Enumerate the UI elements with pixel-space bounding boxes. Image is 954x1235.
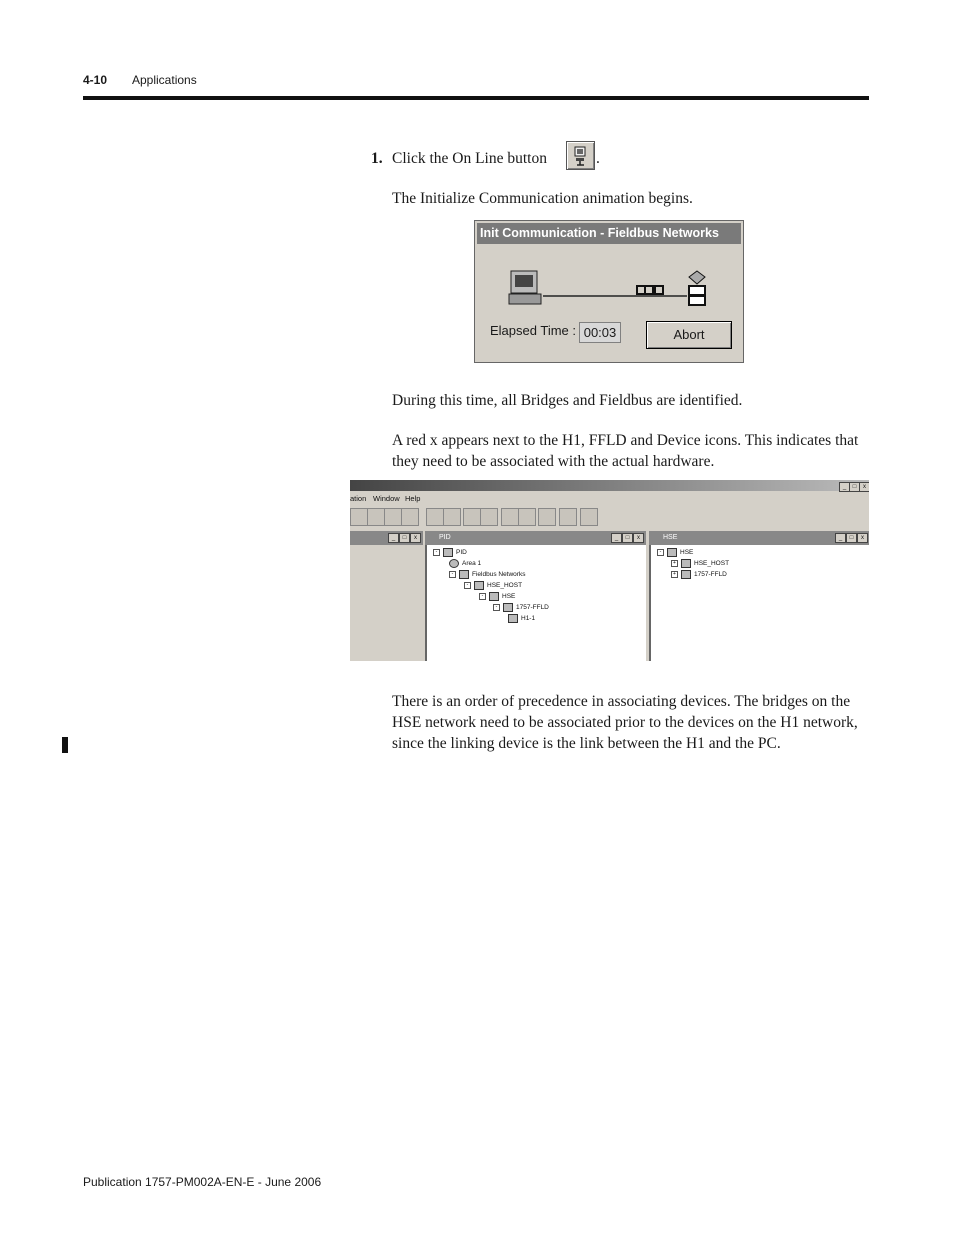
application-screenshot <box>350 480 869 661</box>
fieldbus-device-icon <box>689 271 705 305</box>
paragraph-2: During this time, all Bridges and Fieldbus are identified. <box>392 392 743 409</box>
footer-publication: Publication 1757-PM002A-EN-E - June 2006 <box>83 1175 322 1189</box>
init-communication-dialog <box>474 220 744 363</box>
packet-icon <box>637 286 663 294</box>
step-label: Click the On Line button <box>392 150 547 167</box>
tree-node-fieldbus-networks[interactable]: - Fieldbus Networks <box>449 570 525 579</box>
left-pane-close[interactable]: x <box>410 533 421 543</box>
hse-pane-min[interactable]: _ <box>835 533 846 543</box>
minimize-button[interactable]: _ <box>839 482 850 492</box>
menu-operation[interactable]: ation <box>350 494 367 503</box>
toolbar-monitor-icon[interactable] <box>384 508 402 526</box>
toolbar-offline-icon[interactable] <box>367 508 385 526</box>
maximize-button[interactable]: □ <box>849 482 860 492</box>
toolbar-online-icon[interactable] <box>350 508 368 526</box>
section-title: Applications <box>132 73 197 87</box>
toolbar-cut-icon[interactable] <box>559 508 577 526</box>
paragraph-4: There is an order of precedence in associating devices. The bridges on the HSE network need to be associated prior to the devices on the H1 network, since the linking device is the link between the H1 and the PC. <box>392 693 858 752</box>
hse-pane <box>649 531 869 661</box>
toolbar-network-icon[interactable] <box>501 508 519 526</box>
tree-node-area[interactable]: Area 1 <box>449 559 481 568</box>
hse-pane-title: HSE <box>649 531 869 545</box>
tree-node-ffld-2[interactable]: + 1757-FFLD <box>671 570 727 579</box>
toolbar-tool-icon[interactable] <box>443 508 461 526</box>
hse-pane-close[interactable]: x <box>857 533 868 543</box>
toolbar-block-icon[interactable] <box>463 508 481 526</box>
toolbar-link-icon[interactable] <box>480 508 498 526</box>
tree-node-hse-host[interactable]: - HSE_HOST <box>464 581 522 590</box>
step-text <box>392 148 872 169</box>
paragraph-3: A red x appears next to the H1, FFLD and Device icons. This indicates that they need to be associated with the actual hardware. <box>392 432 859 470</box>
toolbar-help-icon[interactable] <box>401 508 419 526</box>
dialog-title: Init Communication - Fieldbus Networks <box>477 223 741 244</box>
pid-pane-title: PID <box>425 531 646 545</box>
menu-window[interactable]: Window <box>373 494 400 503</box>
change-bar <box>62 737 68 753</box>
paragraph-1: The Initialize Communication animation begins. <box>392 190 693 207</box>
tree-node-hse[interactable]: - HSE <box>479 592 515 601</box>
toolbar <box>350 508 869 526</box>
toolbar-pointer-icon[interactable] <box>426 508 444 526</box>
elapsed-time-label: Elapsed Time : <box>490 323 576 338</box>
menu-help[interactable]: Help <box>405 494 421 503</box>
toolbar-bridge-icon[interactable] <box>518 508 536 526</box>
left-pane-min[interactable]: _ <box>388 533 399 543</box>
toolbar-config-icon[interactable] <box>580 508 598 526</box>
pid-pane-max[interactable]: □ <box>622 533 633 543</box>
tree-node-h1[interactable]: H1-1 <box>508 614 535 623</box>
left-pane <box>350 531 423 661</box>
close-button[interactable]: x <box>859 482 869 492</box>
pid-tree <box>425 545 646 661</box>
step-period: . <box>596 150 600 167</box>
pid-pane <box>425 531 646 661</box>
tree-node-hse-host-2[interactable]: + HSE_HOST <box>671 559 729 568</box>
hse-tree <box>649 545 869 661</box>
toolbar-device-icon[interactable] <box>538 508 556 526</box>
title-bar <box>350 480 869 491</box>
hse-pane-max[interactable]: □ <box>846 533 857 543</box>
elapsed-time-value: 00:03 <box>579 322 621 343</box>
left-pane-max[interactable]: □ <box>399 533 410 543</box>
tree-node-hse-root[interactable]: - HSE <box>657 548 693 557</box>
menu-bar <box>350 492 869 505</box>
step-number: 1. <box>371 150 383 167</box>
header-rule <box>83 96 869 100</box>
pid-pane-close[interactable]: x <box>633 533 644 543</box>
communication-animation <box>475 244 743 314</box>
tree-node-ffld[interactable]: - 1757-FFLD <box>493 603 549 612</box>
tree-node-pid[interactable]: - PID <box>433 548 467 557</box>
abort-button[interactable]: Abort <box>646 321 732 349</box>
online-button-icon <box>566 141 595 170</box>
page-number: 4-10 <box>83 73 108 87</box>
computer-icon <box>509 271 541 304</box>
pid-pane-min[interactable]: _ <box>611 533 622 543</box>
